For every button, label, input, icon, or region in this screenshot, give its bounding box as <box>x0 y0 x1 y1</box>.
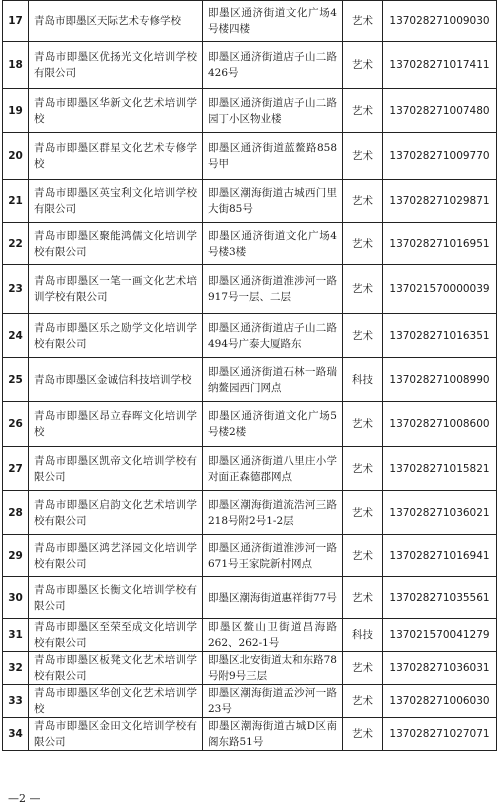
table-row <box>3 447 497 491</box>
school-name: 青岛市即墨区天际艺术专修学校 <box>29 1 203 42</box>
table-row <box>3 577 497 619</box>
school-name: 青岛市即墨区昂立春晖文化培训学校 <box>29 402 203 447</box>
table-row <box>3 1 497 42</box>
school-category: 艺术 <box>343 402 383 447</box>
license-number: 137028271009770 <box>383 133 497 180</box>
table-row <box>3 133 497 180</box>
row-number: 22 <box>3 223 29 265</box>
school-name: 青岛市即墨区鸿艺泽园文化培训学校有限公司 <box>29 535 203 577</box>
license-number: 137028271007480 <box>383 89 497 133</box>
school-address: 即墨区潮海街道流浩河三路218号附2号1-2层 <box>203 491 343 535</box>
school-category: 艺术 <box>343 718 383 751</box>
table-row <box>3 265 497 314</box>
license-number: 137028271015821 <box>383 447 497 491</box>
row-number: 33 <box>3 685 29 718</box>
school-address: 即墨区通济街道文化广场4号楼四楼 <box>203 1 343 42</box>
row-number: 24 <box>3 314 29 358</box>
row-number: 19 <box>3 89 29 133</box>
school-address: 即墨区潮海街道孟沙河一路23号 <box>203 685 343 718</box>
table-body <box>3 1 497 751</box>
school-list-table <box>2 0 497 751</box>
school-category: 艺术 <box>343 652 383 685</box>
school-category: 艺术 <box>343 133 383 180</box>
school-category: 艺术 <box>343 1 383 42</box>
license-number: 137021570041279 <box>383 619 497 652</box>
license-number: 137028271035561 <box>383 577 497 619</box>
school-address: 即墨区北安街道太和东路78号附9号三层 <box>203 652 343 685</box>
school-name: 青岛市即墨区英宝利文化培训学校有限公司 <box>29 180 203 223</box>
school-category: 艺术 <box>343 685 383 718</box>
school-address: 即墨区通济街道文化广场5号楼2楼 <box>203 402 343 447</box>
school-address: 即墨区潮海街道惠祥街77号 <box>203 577 343 619</box>
school-name: 青岛市即墨区群星文化艺术专修学校 <box>29 133 203 180</box>
row-number: 21 <box>3 180 29 223</box>
license-number: 137028271027071 <box>383 718 497 751</box>
school-address: 即墨区鳌山卫街道昌海路262、262-1号 <box>203 619 343 652</box>
row-number: 23 <box>3 265 29 314</box>
school-category: 艺术 <box>343 265 383 314</box>
school-category: 艺术 <box>343 180 383 223</box>
school-name: 青岛市即墨区华创文化艺术培训学校 <box>29 685 203 718</box>
school-category: 艺术 <box>343 314 383 358</box>
school-address: 即墨区通济街道八里庄小学对面正森德郡网点 <box>203 447 343 491</box>
table-row <box>3 535 497 577</box>
license-number: 137028271036031 <box>383 652 497 685</box>
school-address: 即墨区通济街道店子山二路园丁小区物业楼 <box>203 89 343 133</box>
school-name: 青岛市即墨区优扬光文化培训学校有限公司 <box>29 42 203 89</box>
school-name: 青岛市即墨区聚能鸿儒文化培训学校有限公司 <box>29 223 203 265</box>
school-address: 即墨区通济街道店子山二路494号广泰大厦路东 <box>203 314 343 358</box>
table-row <box>3 42 497 89</box>
row-number: 28 <box>3 491 29 535</box>
license-number: 137028271016351 <box>383 314 497 358</box>
school-name: 青岛市即墨区板凳文化艺术培训学校有限公司 <box>29 652 203 685</box>
school-name: 青岛市即墨区启韵文化艺术培训学校有限公司 <box>29 491 203 535</box>
school-address: 即墨区潮海街道古城西门里大街85号 <box>203 180 343 223</box>
school-category: 艺术 <box>343 577 383 619</box>
school-name: 青岛市即墨区长衡文化培训学校有限公司 <box>29 577 203 619</box>
license-number: 137028271009030 <box>383 1 497 42</box>
row-number: 26 <box>3 402 29 447</box>
page-number: —2 — <box>8 792 41 805</box>
school-address: 即墨区通济街道淮涉河一路671号王家院新村网点 <box>203 535 343 577</box>
table-row <box>3 402 497 447</box>
table-row <box>3 685 497 718</box>
school-category: 艺术 <box>343 223 383 265</box>
row-number: 17 <box>3 1 29 42</box>
license-number: 137028271029871 <box>383 180 497 223</box>
table-row <box>3 180 497 223</box>
license-number: 137028271008600 <box>383 402 497 447</box>
table-row <box>3 223 497 265</box>
school-category: 艺术 <box>343 89 383 133</box>
school-category: 科技 <box>343 619 383 652</box>
school-name: 青岛市即墨区乐之励学文化培训学校有限公司 <box>29 314 203 358</box>
row-number: 32 <box>3 652 29 685</box>
row-number: 18 <box>3 42 29 89</box>
school-address: 即墨区潮海街道古城D区南阁东路51号 <box>203 718 343 751</box>
school-category: 艺术 <box>343 535 383 577</box>
row-number: 20 <box>3 133 29 180</box>
row-number: 31 <box>3 619 29 652</box>
license-number: 137021570000039 <box>383 265 497 314</box>
table-row <box>3 619 497 652</box>
table-row <box>3 314 497 358</box>
license-number: 137028271016941 <box>383 535 497 577</box>
license-number: 137028271006030 <box>383 685 497 718</box>
row-number: 25 <box>3 358 29 402</box>
school-address: 即墨区通济街道店子山二路426号 <box>203 42 343 89</box>
school-address: 即墨区通济街道蓝鳌路858号甲 <box>203 133 343 180</box>
school-name: 青岛市即墨区至荣至成文化培训学校有限公司 <box>29 619 203 652</box>
table-row <box>3 718 497 751</box>
table-row <box>3 89 497 133</box>
school-address: 即墨区通济街道石林一路瑞纳鳌园西门网点 <box>203 358 343 402</box>
school-name: 青岛市即墨区金田文化培训学校有限公司 <box>29 718 203 751</box>
school-name: 青岛市即墨区金诚信科技培训学校 <box>29 358 203 402</box>
row-number: 34 <box>3 718 29 751</box>
school-category: 艺术 <box>343 447 383 491</box>
row-number: 27 <box>3 447 29 491</box>
license-number: 137028271017411 <box>383 42 497 89</box>
table-row <box>3 652 497 685</box>
license-number: 137028271016951 <box>383 223 497 265</box>
row-number: 29 <box>3 535 29 577</box>
school-category: 艺术 <box>343 491 383 535</box>
school-address: 即墨区通济街道淮涉河一路917号一层、二层 <box>203 265 343 314</box>
license-number: 137028271008990 <box>383 358 497 402</box>
license-number: 137028271036021 <box>383 491 497 535</box>
school-address: 即墨区通济街道文化广场4号楼3楼 <box>203 223 343 265</box>
school-name: 青岛市即墨区华新文化艺术培训学校 <box>29 89 203 133</box>
school-name: 青岛市即墨区凯帝文化培训学校有限公司 <box>29 447 203 491</box>
school-category: 科技 <box>343 358 383 402</box>
row-number: 30 <box>3 577 29 619</box>
school-name: 青岛市即墨区一笔一画文化艺术培训学校有限公司 <box>29 265 203 314</box>
table-row <box>3 491 497 535</box>
table-row <box>3 358 497 402</box>
school-category: 艺术 <box>343 42 383 89</box>
